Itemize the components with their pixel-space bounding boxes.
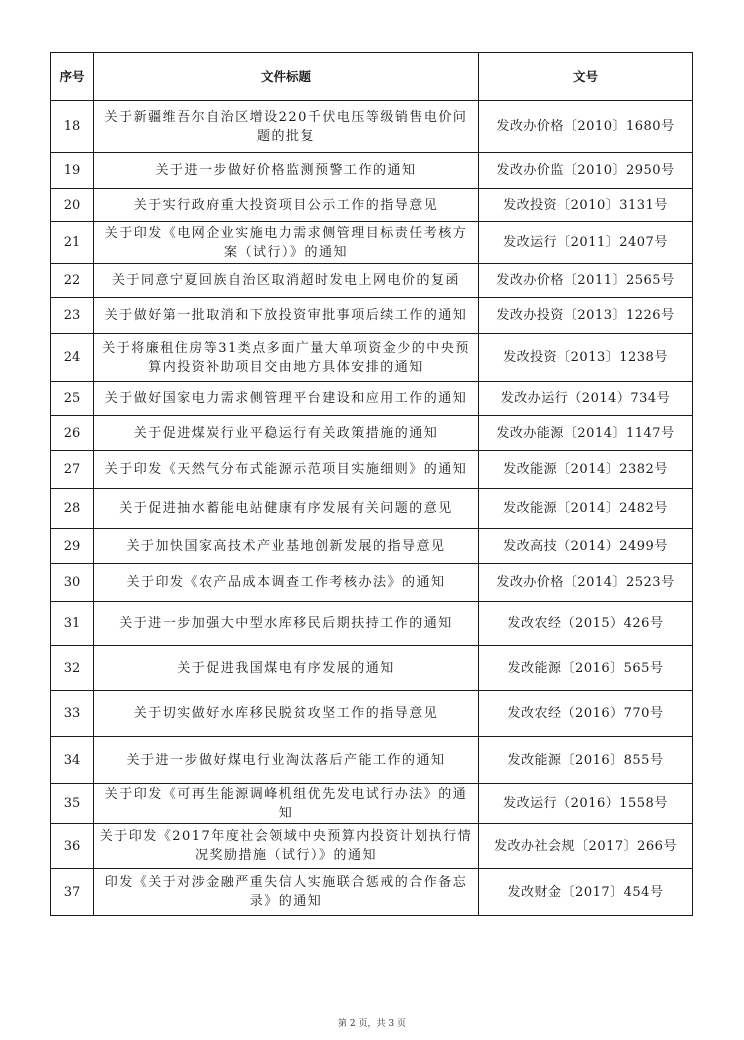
row-doc-no: 发改高技（2014）2499号 — [479, 529, 693, 564]
table-row — [51, 529, 693, 564]
row-title: 关于印发《2017年度社会领域中央预算内投资计划执行情况奖励措施（试行）》的通知 — [94, 824, 479, 869]
table-row — [51, 264, 693, 298]
row-doc-no: 发改农经（2015）426号 — [479, 602, 693, 646]
row-num: 25 — [51, 382, 94, 416]
table-row — [51, 869, 693, 916]
table-body — [51, 101, 693, 916]
table-row — [51, 564, 693, 602]
table-row — [51, 737, 693, 784]
row-title: 关于实行政府重大投资项目公示工作的指导意见 — [94, 189, 479, 222]
row-num: 33 — [51, 691, 94, 737]
row-num: 29 — [51, 529, 94, 564]
table-row — [51, 646, 693, 691]
row-num: 27 — [51, 451, 94, 489]
row-title: 关于印发《可再生能源调峰机组优先发电试行办法》的通知 — [94, 784, 479, 824]
row-title: 关于切实做好水库移民脱贫攻坚工作的指导意见 — [94, 691, 479, 737]
row-num: 23 — [51, 298, 94, 334]
row-title: 关于将廉租住房等31类点多面广量大单项资金少的中央预算内投资补助项目交由地方具体安排的通知 — [94, 334, 479, 382]
row-doc-no: 发改投资〔2010〕3131号 — [479, 189, 693, 222]
row-title: 关于做好国家电力需求侧管理平台建设和应用工作的通知 — [94, 382, 479, 416]
row-doc-no: 发改办价格〔2011〕2565号 — [479, 264, 693, 298]
row-num: 22 — [51, 264, 94, 298]
row-doc-no: 发改能源〔2014〕2382号 — [479, 451, 693, 489]
table-row — [51, 416, 693, 451]
row-num: 31 — [51, 602, 94, 646]
table-row — [51, 451, 693, 489]
row-num: 30 — [51, 564, 94, 602]
row-title: 关于促进抽水蓄能电站健康有序发展有关问题的意见 — [94, 489, 479, 529]
table-row — [51, 784, 693, 824]
header-num: 序号 — [51, 53, 94, 101]
table-row — [51, 298, 693, 334]
row-doc-no: 发改投资〔2013〕1238号 — [479, 334, 693, 382]
row-num: 26 — [51, 416, 94, 451]
table-row — [51, 489, 693, 529]
header-title: 文件标题 — [94, 53, 479, 101]
row-title: 关于促进煤炭行业平稳运行有关政策措施的通知 — [94, 416, 479, 451]
row-doc-no: 发改运行（2016）1558号 — [479, 784, 693, 824]
row-title: 关于进一步做好煤电行业淘汰落后产能工作的通知 — [94, 737, 479, 784]
row-num: 35 — [51, 784, 94, 824]
row-num: 28 — [51, 489, 94, 529]
page-footer: 第 2 页，共 3 页 — [338, 1019, 406, 1029]
row-title: 关于同意宁夏回族自治区取消超时发电上网电价的复函 — [94, 264, 479, 298]
document-table — [50, 52, 693, 916]
table-row — [51, 602, 693, 646]
row-doc-no: 发改办运行（2014）734号 — [479, 382, 693, 416]
row-num: 36 — [51, 824, 94, 869]
table-row — [51, 334, 693, 382]
table-row — [51, 222, 693, 264]
table-row — [51, 101, 693, 153]
row-title: 关于进一步做好价格监测预警工作的通知 — [94, 153, 479, 189]
row-num: 20 — [51, 189, 94, 222]
row-num: 24 — [51, 334, 94, 382]
table-row — [51, 382, 693, 416]
row-doc-no: 发改运行〔2011〕2407号 — [479, 222, 693, 264]
row-title: 关于加快国家高技术产业基地创新发展的指导意见 — [94, 529, 479, 564]
row-title: 关于印发《电网企业实施电力需求侧管理目标责任考核方案（试行）》的通知 — [94, 222, 479, 264]
row-doc-no: 发改办价格〔2014〕2523号 — [479, 564, 693, 602]
row-num: 34 — [51, 737, 94, 784]
table-row — [51, 824, 693, 869]
row-doc-no: 发改能源〔2014〕2482号 — [479, 489, 693, 529]
row-title: 关于做好第一批取消和下放投资审批事项后续工作的通知 — [94, 298, 479, 334]
row-doc-no: 发改办能源〔2014〕1147号 — [479, 416, 693, 451]
row-doc-no: 发改办价格〔2010〕1680号 — [479, 101, 693, 153]
row-doc-no: 发改能源〔2016〕565号 — [479, 646, 693, 691]
row-title: 关于印发《农产品成本调查工作考核办法》的通知 — [94, 564, 479, 602]
row-doc-no: 发改能源〔2016〕855号 — [479, 737, 693, 784]
row-num: 18 — [51, 101, 94, 153]
row-title: 关于进一步加强大中型水库移民后期扶持工作的通知 — [94, 602, 479, 646]
row-doc-no: 发改办投资〔2013〕1226号 — [479, 298, 693, 334]
table-row — [51, 189, 693, 222]
row-num: 21 — [51, 222, 94, 264]
table-row — [51, 691, 693, 737]
row-doc-no: 发改办社会规〔2017〕266号 — [479, 824, 693, 869]
row-num: 19 — [51, 153, 94, 189]
row-title: 关于印发《天然气分布式能源示范项目实施细则》的通知 — [94, 451, 479, 489]
header-doc-no: 文号 — [479, 53, 693, 101]
row-title: 关于新疆维吾尔自治区增设220千伏电压等级销售电价问题的批复 — [94, 101, 479, 153]
row-title: 印发《关于对涉金融严重失信人实施联合惩戒的合作备忘录》的通知 — [94, 869, 479, 916]
table-header-row — [51, 53, 693, 101]
row-num: 37 — [51, 869, 94, 916]
table-row — [51, 153, 693, 189]
row-doc-no: 发改农经（2016）770号 — [479, 691, 693, 737]
row-doc-no: 发改办价监〔2010〕2950号 — [479, 153, 693, 189]
row-title: 关于促进我国煤电有序发展的通知 — [94, 646, 479, 691]
row-doc-no: 发改财金〔2017〕454号 — [479, 869, 693, 916]
row-num: 32 — [51, 646, 94, 691]
